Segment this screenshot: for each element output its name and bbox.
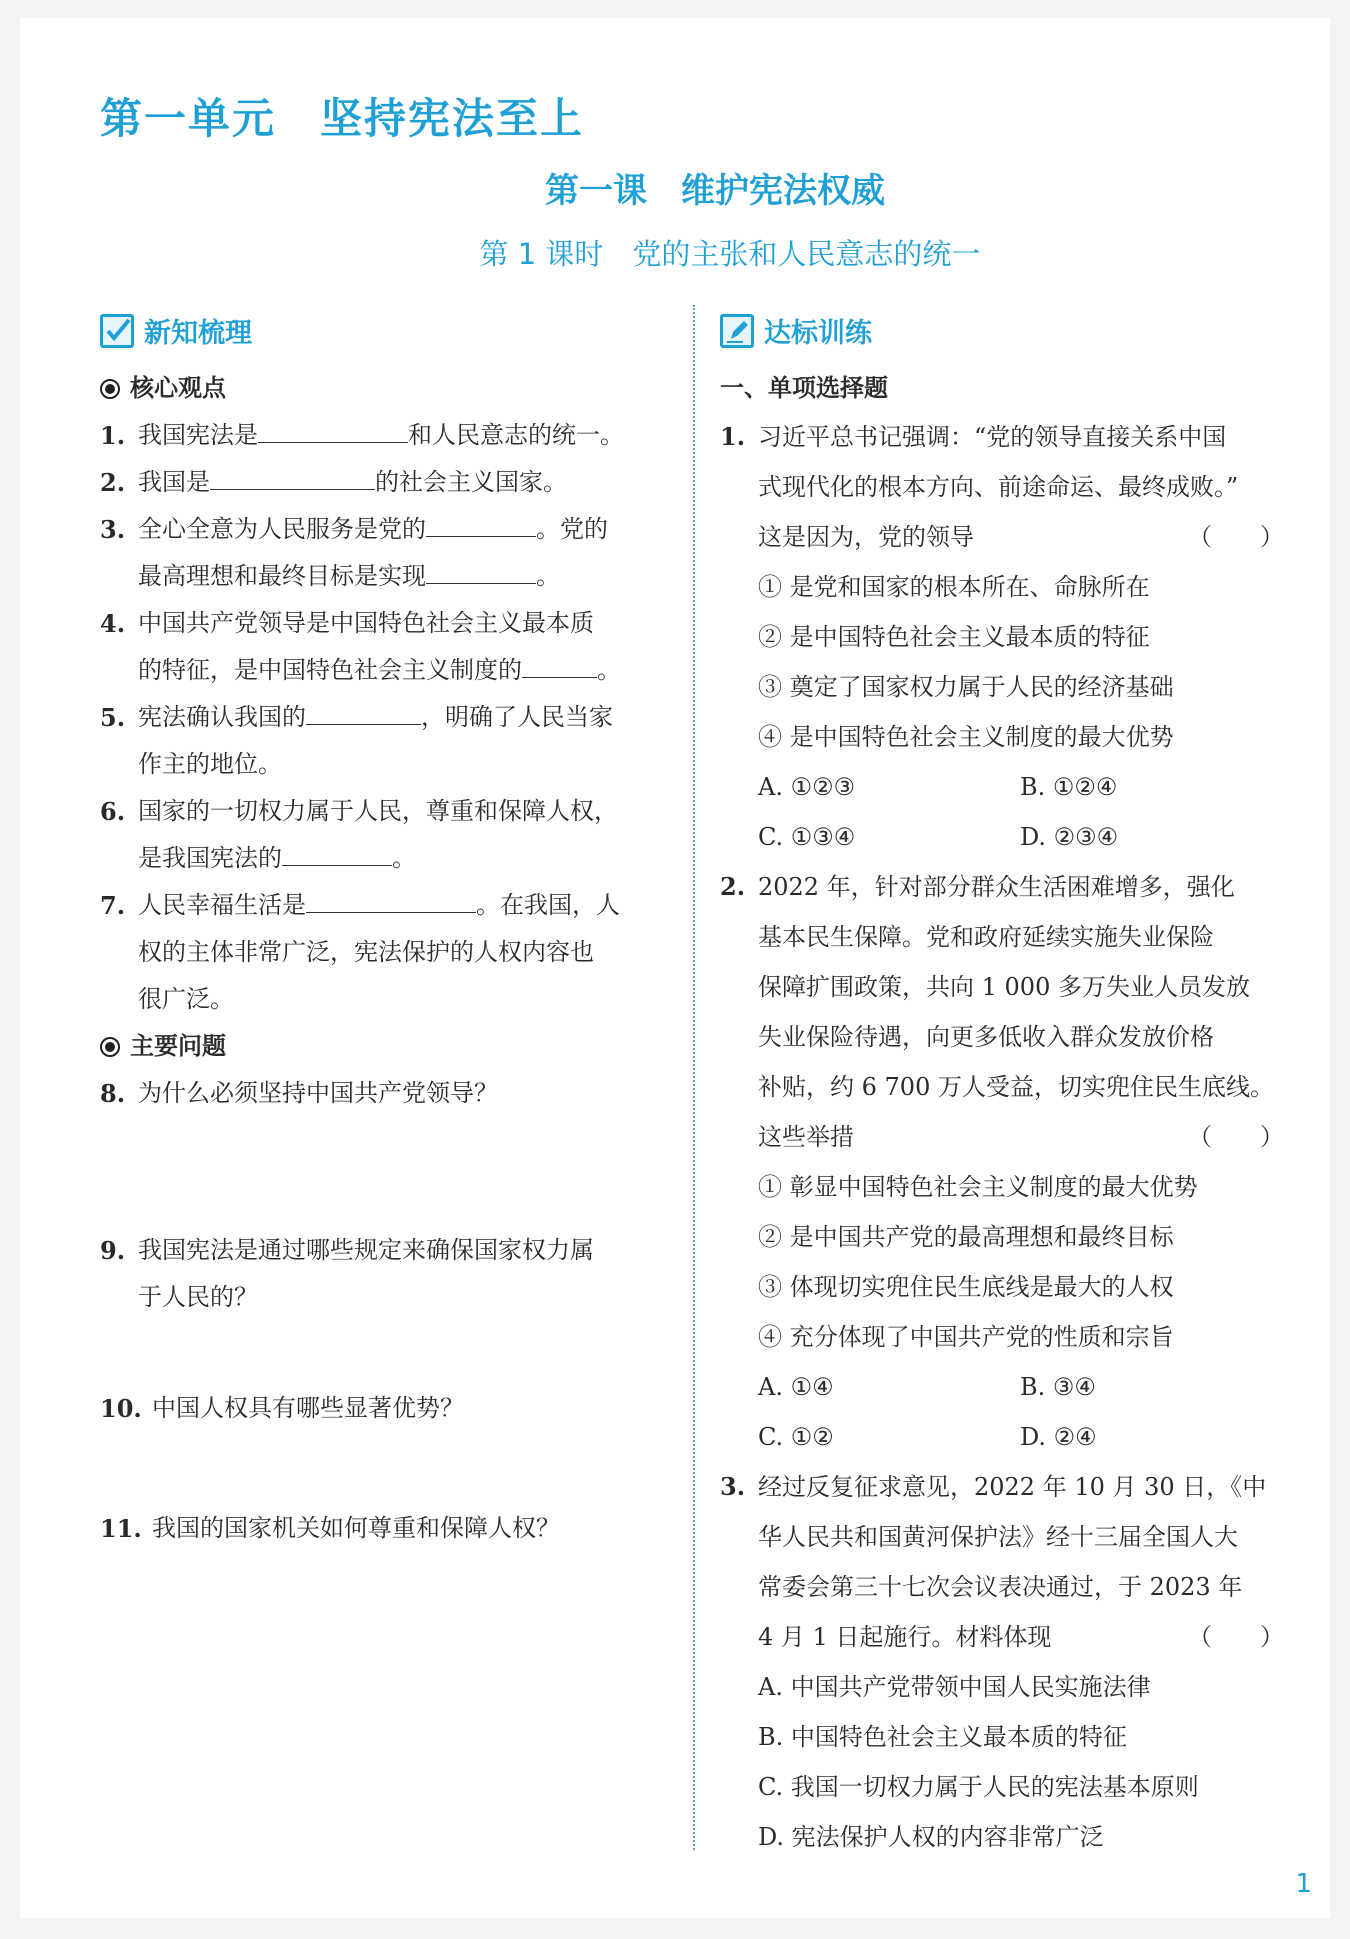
open-question-8: 8. 为什么必须坚持中国共产党领导？	[100, 1079, 498, 1108]
statement-option: ① 彰显中国特色社会主义制度的最大优势	[758, 1173, 1198, 1201]
choice-b[interactable]: B. 中国特色社会主义最本质的特征	[758, 1723, 1127, 1751]
fill-question-7: 7. 人民幸福生活是 。在我国，人 权的主体非常广泛，宪法保护的人权内容也 很广泛。	[100, 882, 670, 1023]
statement-option: ② 是中国特色社会主义最本质的特征	[758, 623, 1150, 651]
choice-b[interactable]: B. ③④	[1020, 1373, 1096, 1401]
answer-blank[interactable]	[282, 837, 392, 866]
answer-parentheses[interactable]: （ ）	[1188, 1123, 1284, 1151]
answer-blank[interactable]	[210, 461, 375, 490]
bullet-dot-icon	[100, 1037, 120, 1057]
main-questions-heading: 主要问题	[100, 1023, 670, 1070]
answer-parentheses[interactable]: （ ）	[1188, 1623, 1284, 1651]
core-points-heading: 核心观点	[100, 365, 670, 412]
answer-space[interactable]	[100, 1117, 670, 1227]
choice-d[interactable]: D. ②④	[1020, 1423, 1097, 1451]
answer-blank[interactable]	[306, 884, 476, 913]
statement-option: ② 是中国共产党的最高理想和最终目标	[758, 1223, 1174, 1251]
statement-option: ③ 体现切实兜住民生底线是最大的人权	[758, 1273, 1174, 1301]
left-column	[100, 365, 670, 1552]
part-heading: 一、单项选择题	[720, 374, 888, 402]
answer-choices	[720, 812, 1290, 862]
answer-space[interactable]	[100, 1432, 670, 1505]
choice-c[interactable]: C. ①②	[758, 1423, 834, 1451]
choice-options	[720, 1662, 1290, 1862]
choice-c[interactable]: C. ①③④	[758, 823, 856, 851]
fill-question-5: 5. 宪法确认我国的 ，明确了人民当家 作主的地位。	[100, 694, 670, 788]
answer-blank[interactable]	[258, 414, 408, 443]
choice-a[interactable]: A. 中国共产党带领中国人民实施法律	[758, 1673, 1151, 1701]
statement-option: ① 是党和国家的根本所在、命脉所在	[758, 573, 1150, 601]
choice-a[interactable]: A. ①②③	[758, 773, 856, 801]
fill-question-2: 2. 我国是 的社会主义国家。	[100, 459, 670, 506]
statement-option: ③ 奠定了国家权力属于人民的经济基础	[758, 673, 1174, 701]
choice-question-2: 2. 2022 年，针对部分群众生活困难增多，强化 基本民生保障。党和政府延续实施失业保险 保障扩围政策，共向 1 000 多万失业人员发放 失业保险待遇，向更多低收入群众发放价格 补贴，约 6 700 万人受益，切实兜住民生底线。 这些举措 （ ）	[720, 862, 1290, 1162]
unit-title: 第一单元 坚持宪法至上	[100, 94, 585, 143]
checkbox-checked-icon	[100, 314, 134, 348]
section-heading-practice	[720, 311, 872, 350]
statement-option: ④ 是中国特色社会主义制度的最大优势	[758, 723, 1174, 751]
answer-space[interactable]	[100, 1321, 670, 1385]
period-title: 第 1 课时 党的主张和人民意志的统一	[479, 237, 981, 271]
page-number: 1	[1295, 1869, 1312, 1899]
section-heading-label: 新知梳理	[144, 318, 252, 349]
choice-options	[720, 562, 1290, 862]
fill-question-6: 6. 国家的一切权力属于人民，尊重和保障人权， 是我国宪法的 。	[100, 797, 618, 872]
section-heading-label: 达标训练	[764, 318, 872, 349]
bullet-dot-icon	[100, 379, 120, 399]
section-heading-new-knowledge	[100, 311, 252, 350]
right-column	[720, 365, 1290, 1862]
choice-d[interactable]: D. ②③④	[1020, 823, 1119, 851]
answer-blank[interactable]	[426, 555, 536, 584]
choice-c[interactable]: C. 我国一切权力属于人民的宪法基本原则	[758, 1773, 1199, 1801]
choice-question-1: 1. 习近平总书记强调：“党的领导直接关系中国 式现代化的根本方向、前途命运、最终成败。” 这是因为，党的领导 （ ）	[720, 412, 1290, 562]
answer-choices	[720, 1362, 1290, 1412]
column-divider	[693, 305, 695, 1850]
choice-a[interactable]: A. ①④	[758, 1373, 834, 1401]
edit-pencil-icon	[720, 314, 754, 348]
open-question-11: 11. 我国的国家机关如何尊重和保障人权？	[100, 1514, 560, 1543]
choice-b[interactable]: B. ①②④	[1020, 773, 1118, 801]
fill-question-4: 4. 中国共产党领导是中国特色社会主义最本质 的特征，是中国特色社会主义制度的 。	[100, 609, 621, 684]
fill-question-3: 3. 全心全意为人民服务是党的 。党的 最高理想和最终目标是实现 。	[100, 506, 670, 600]
answer-choices	[720, 762, 1290, 812]
statement-option: ④ 充分体现了中国共产党的性质和宗旨	[758, 1323, 1174, 1351]
choice-options	[720, 1162, 1290, 1462]
answer-blank[interactable]	[306, 696, 421, 725]
lesson-title: 第一课 维护宪法权威	[545, 171, 885, 211]
open-question-9: 9. 我国宪法是通过哪些规定来确保国家权力属 于人民的？	[100, 1236, 594, 1311]
answer-parentheses[interactable]: （ ）	[1188, 523, 1284, 551]
open-question-10: 10. 中国人权具有哪些显著优势？	[100, 1394, 464, 1423]
answer-blank[interactable]	[426, 508, 536, 537]
choice-question-3: 3. 经过反复征求意见，2022 年 10 月 30 日，《中 华人民共和国黄河保护法》经十三届全国人大 常委会第三十七次会议表决通过，于 2023 年 4 月 1 日起施行。材料体现 （ ）	[720, 1462, 1290, 1662]
choice-d[interactable]: D. 宪法保护人权的内容非常广泛	[758, 1823, 1104, 1851]
answer-choices	[720, 1412, 1290, 1462]
answer-blank[interactable]	[522, 649, 597, 678]
fill-question-1: 1. 我国宪法是 和人民意志的统一。	[100, 412, 670, 459]
